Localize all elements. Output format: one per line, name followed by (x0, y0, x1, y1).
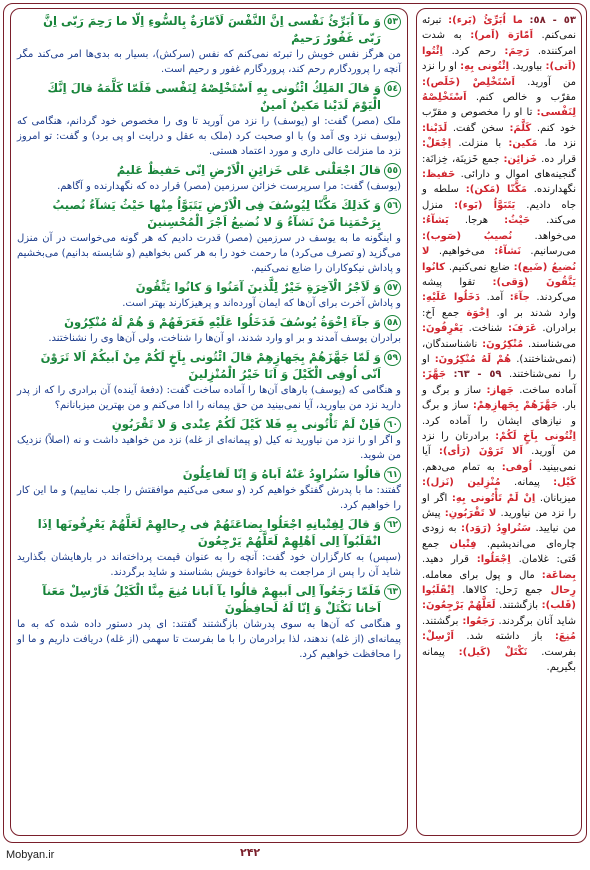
glossary-definition: نزد ما. (544, 138, 577, 150)
arabic-verse (17, 466, 401, 483)
glossary-definition: جمع فَتى: غلامان. (422, 538, 577, 566)
glossary-definition: شاید آنان برگردند. (498, 615, 576, 627)
verse-number: ٥٦ (384, 198, 401, 214)
verse-number: ٥٤ (384, 81, 401, 97)
glossary-definition: رحم کرد. (451, 45, 496, 57)
glossary-word: مَكين: (508, 138, 538, 150)
glossary-word: دَخَلُوا عَلَيْهِ: (422, 292, 481, 304)
glossary-definition: با منزلت. (458, 138, 502, 150)
arabic-text: قالُوا سَنُراوِدُ عَنْهُ اَباهُ وَ اِنّا لَفاعِلُونَ (182, 467, 381, 481)
arabic-verse (17, 197, 401, 231)
glossary-word: ما اُبَرِّئُ (بَرء): (448, 15, 523, 26)
arabic-verse (17, 279, 401, 296)
glossary-definition: جمع اَخ: برادران. (422, 307, 577, 335)
arabic-text: وَ كَذلِكَ مَكَّنّا لِيُوسُفَ فِى الْاَرْضِ يَتَبَوَّاُ مِنْها حَيْثُ يَشآءُ نُصيبُ بِرَحْمَتِنا مَنْ نَشآءُ وَ لا نُضيعُ اَجْرَ الْمُحْسِنينَ (52, 198, 381, 229)
verse-number: ٦٢ (384, 517, 401, 533)
glossary-word: نَكْتَلْ (كَيل): (458, 646, 528, 658)
glossary-definition: ناشناسندگان، (نمی‌شناختند). (422, 338, 576, 365)
glossary-word: اِنْقَلَبُوا (قَلب): (422, 585, 576, 612)
glossary-word: لا تَقْرَبُونِ: (444, 508, 497, 519)
glossary-definition: هرجا. (464, 215, 489, 227)
glossary-definition: قرار دهید. (422, 554, 469, 566)
glossary-word: اِئْتُونى بِاَخٍ لَكُمْ: (495, 430, 576, 442)
glossary-word: اَسْتَخْلِصْهُ لِنَفْسى: (422, 92, 576, 119)
glossary-word: جَهاز: (486, 384, 514, 396)
arabic-text: وَ قالَ المَلِكُ ائْتُونى بِهِ اَسْتَخْلِصْهُ لِنَفْسى فَلَمّا كَلَّمَهُ قالَ اِنَّكَ الْيَوْمَ لَدَيْنا مَكينٌ اَمينٌ (47, 81, 381, 112)
glossary-word: سَنُراوِدُ (رَوَد): (461, 523, 531, 535)
glossary-definition: مال و پول برای معامله. (422, 569, 535, 581)
glossary-definition: سخن گفت. (452, 122, 504, 134)
glossary-word: فِتْيان (449, 538, 477, 550)
glossary-definition: تا او را مخصوص و مقرّب خود کنم. (422, 107, 576, 134)
verse-block (17, 349, 401, 413)
glossary-definition: او را نمی‌شناختند. (422, 353, 576, 381)
glossary-word: رَحِمَ: (504, 45, 530, 57)
glossary-word: رَجَعُوا: (462, 615, 495, 627)
verse-number: ٥٩ (384, 350, 401, 366)
glossary-definition: جمع خَزينَة، خِزانَة: گنجینه‌های اموال و دارائی. (422, 153, 577, 181)
glossary-word: كانُوا يَتَّقُونَ (وَقى): (422, 261, 576, 288)
persian-translation: (سپس) به کارگزاران خود گفت: آنچه را به عنوان قیمت پرداخته‌اند در بارهایشان بگذارید شاید آن را پس از مراجعت به خانوادهٔ خویش بشناسند و شاید برگردند. (17, 552, 401, 578)
glossary-definition: آمد. (486, 292, 504, 304)
glossary-definition: جمع رَحل: کالاها. (462, 585, 543, 597)
verse-block (17, 314, 401, 346)
persian-translation: و اینگونه ما به یوسف در سرزمین (مصر) قدرت دادیم که هر گونه می‌خواست در آن منزل می‌گزید (و تصرف می‌کرد) ما رحمت خود را به هر کس بخواهیم (و شایسته بدانیم) می‌بخشیم و پاداش نیکوکاران را ضایع نمی‌کنیم. (16, 233, 401, 274)
glossary-definition: سلطه و جاه دادیم. (422, 184, 576, 211)
glossary-word: لا نُضيعُ (ضَيع): (422, 246, 576, 273)
verse-number: ٦٣ (384, 584, 401, 600)
verse-number: ٥٧ (384, 280, 401, 296)
verses-column (10, 8, 408, 836)
arabic-verse (17, 416, 401, 433)
glossary-definition: ساز و برگ و بار. (422, 384, 576, 412)
glossary-definition: می‌خواهد. (534, 230, 576, 242)
arabic-verse (17, 13, 401, 47)
glossary-word: عَرَفَ: (507, 323, 537, 335)
glossary-definition: وارد شدند بر او. (496, 307, 576, 319)
verse-range: ٥٣ - ٥٨: (529, 15, 576, 26)
arabic-text: وَ مآ اُبَرِّئُ نَفْسى اِنَّ النَّفْسَ لَاَمّارَةٌ بِالسُّوءِ اِلّا ما رَحِمَ رَبّى اِنَّ رَبّى غَفُورٌ رَحیمٌ (43, 14, 381, 45)
persian-translation: و هنگامی که (یوسف) بارهای آن‌ها را آماده ساخت گفت: (دفعهٔ آینده) آن برادری را که از پدر دارید نزد من بیاورید، آیا نمی‌بینید من حق پیمانه را ادا می‌کنم و من بهترین میزبانانم؟ (17, 385, 401, 411)
arabic-verse (17, 162, 401, 179)
glossary-word: اُوفى: (501, 461, 532, 473)
arabic-verse (17, 80, 401, 114)
glossary-definition: بیاورید. (512, 61, 543, 73)
glossary-word: مُنْكِرُونَ: (482, 338, 524, 350)
glossary-word: كَيْل: (553, 477, 576, 489)
glossary-word: رِحال (550, 585, 577, 597)
persian-translation: ملک (مصر) گفت: او (یوسف) را نزد من آورید تا وی را مخصوص خود گردانم، هنگامی که (یوسف نزد وی آمد و) با او صحبت کرد (ملک به عقل و درایت او پی برد) و گفت: تو امروز نزد ما منزلت عالی داری و مورد اعتماد هستی. (17, 116, 401, 157)
glossary-word: اِخْوَة (466, 307, 490, 319)
glossary-word: يَتَبَوَّاُ (بَوء): (454, 199, 516, 211)
glossary-word: مُنْزِلين (نَزل): (422, 477, 501, 489)
verse-number: ٥٣ (384, 14, 401, 30)
glossary-definition: ساز و برگ و نیازهای ایشان را آماده کرد. (422, 400, 576, 427)
persian-translation: و پاداش آخرت برای آن‌ها که ایمان آورده‌اند و پرهیزکارند بهتر است. (122, 298, 401, 309)
glossary-word: اِئْتُونى بِهِ: (460, 61, 510, 73)
glossary-word: جَهَّزَهُمْ بِجَهازِهِمْ: (472, 400, 558, 412)
glossary-definition: برادرتان را نزد من آورید. (422, 430, 576, 458)
glossary-definition: بازگشتند. (499, 600, 538, 612)
glossary-word: اَلا تَرَوْنَ (رَأى): (438, 446, 523, 458)
glossary-definition: تبرئه نمی‌کنم. (422, 15, 577, 42)
glossary-definition: باز داشته شد. (466, 631, 543, 643)
glossary-word: اِجْعَلْ: (422, 138, 452, 150)
glossary-definition: برگشتند. (422, 615, 459, 627)
glossary-word: اَرْسِلْ: (422, 631, 454, 643)
arabic-text: وَ لَاَجْرُ الْآخِرَةِ خَيْرٌ لِلَّذينَ آمَنُوا وَ كانُوا يَتَّقُونَ (135, 280, 381, 294)
verse-block (17, 13, 401, 77)
glossary-word: كَلَّمَ: (509, 122, 532, 134)
glossary-word: جآءَ: (509, 292, 530, 304)
arabic-verse (17, 314, 401, 331)
verse-block (17, 279, 401, 311)
page-number: ٢۴٢ (240, 846, 261, 859)
arabic-text: وَ جآءَ اِخْوَةُ يُوسُفَ فَدَخَلُوا عَلَيْهِ فَعَرَفَهُمْ وَ هُمْ لَهُ مُنْكِرُونَ (64, 315, 381, 329)
glossary-word: حَفيظ: (422, 169, 456, 181)
glossary-word: مَكَّنّا (مَكن): (465, 184, 527, 196)
glossary-definition: می‌شناسند. (528, 338, 576, 350)
verse-range: ٥٩ - ٦٣: (453, 369, 502, 381)
glossary-word: لَدَيْنا: (422, 122, 448, 134)
glossary-word: هُمْ لَهُ مُنْكِرُونَ: (434, 353, 512, 365)
site-name: Mobyan.ir (6, 849, 55, 861)
glossary-word: اِجْعَلُوا: (476, 554, 511, 566)
glossary-word: حَيْثُ: (504, 215, 531, 227)
glossary-definition: قرار ده. (541, 153, 576, 165)
glossary-definition: بفرست. (541, 646, 576, 658)
glossary-word: يَعْرِفُونَ: (422, 323, 463, 335)
glossary-definition: آماده ساخت. (519, 384, 576, 396)
glossary-definition: او را نزد من آورید. (422, 61, 576, 88)
persian-translation: (یوسف) گفت: مرا سرپرست خزائن سرزمین (مصر) قرار ده که نگهدارنده و آگاهم. (57, 181, 401, 192)
verse-block (17, 583, 401, 662)
glossary-definition: پیش من نیایید. (422, 508, 576, 535)
glossary-word: جَهَّزَ: (422, 369, 447, 381)
verse-block (17, 466, 401, 513)
glossary-word: لَعَلَّهُمْ يَرْجِعُونَ: (422, 600, 496, 612)
glossary-word: اَمّارَة (اَمر): (470, 30, 533, 42)
persian-translation: گفتند: ما با پدرش گفتگو خواهیم کرد (و سعی می‌کنیم موافقتش را جلب نماییم) و ما این کار را خواهیم کرد. (17, 485, 401, 511)
glossary-definition: اگر او را نزد من نیاورید. (422, 492, 576, 519)
verse-block (17, 80, 401, 159)
glossary-word: اَسْتَخْلِصْ (خَلَص): (422, 76, 515, 88)
persian-translation: برادران یوسف آمدند و بر او وارد شدند، او آن‌ها را شناخت، ولی آن‌ها وی را نشناختند. (48, 333, 401, 344)
glossary-word: نُصيبُ (صَوب): (422, 230, 513, 242)
glossary-definition: می‌رسانیم. (530, 246, 577, 258)
persian-translation: من هرگز نفس خویش را تبرئه نمی‌کنم که نفس (سرکش)، بسیار به بدی‌ها امر می‌کند مگر آنچه را پروردگارم رحم کند، پروردگارم غفور و رحیم است. (17, 49, 401, 75)
verse-number: ٦٠ (384, 417, 401, 433)
glossary-word: خَزائِن: (503, 153, 538, 165)
arabic-text: فَلَمّا رَجَعُوآ اِلى اَبيهِمْ قالُوا يآ اَبانا مُنِعَ مِنَّا الْكَيْلُ فَاَرْسِلْ مَعَنآ اَخانا نَكْتَلْ وَ اِنّا لَهُ لَحافِظُونَ (42, 584, 381, 615)
glossary-definition: منزل می‌کند. (422, 199, 577, 227)
verse-block (17, 197, 401, 276)
persian-translation: و هنگامی که آن‌ها به سوی پدرشان بازگشتند گفتند: ای پدر دستور داده شده که به ما پیمانه‌ای (از غله) ندهند، لذا برادرمان را با ما بفرست تا سهمی (از غله) دریافت داریم و ما او را محافظت خواهیم کرد. (17, 619, 401, 660)
verse-number: ٥٥ (384, 163, 401, 179)
verse-block (17, 416, 401, 463)
glossary-definition: به تمام می‌دهم. (422, 461, 495, 473)
glossary-definition: ضایع نمی‌کنیم. (448, 261, 510, 273)
verse-number: ٥٨ (384, 315, 401, 331)
glossary-definition: مقرّب و خالص کنم. (475, 92, 576, 104)
glossary-definition: پیمانه. (513, 477, 540, 489)
arabic-text: قالَ اجْعَلْنى عَلى خَزائِنِ الْاَرْضِ اِنّى حَفيظٌ عَليمٌ (116, 163, 381, 177)
verse-block (17, 162, 401, 194)
glossary-definition: می‌خواهیم. (438, 246, 485, 258)
arabic-text: فَاِنْ لَمْ تَأْتُونى بِهِ فَلا كَيْلَ لَكُمْ عِنْدى وَ لا تَقْرَبُونِ (111, 417, 381, 431)
glossary-definition: میزبانان. (539, 492, 576, 504)
glossary-definition: به زودی چاره‌ای می‌اندیشیم. (422, 523, 577, 550)
glossary-word: اِئْتُوا (اَتی): (422, 45, 576, 73)
arabic-text: وَ قالَ لِفِتْيانِهِ اجْعَلُوا بِضاعَتَهُمْ فى رِحالِهِمْ لَعَلَّهُمْ يَعْرِفُونَها اِذَا انْقَلَبُوآ اِلى اَهْلِهِمْ لَعَلَّهُمْ يَرْجِعُونَ (37, 517, 381, 548)
arabic-text: وَ لَمّا جَهَّزَهُمْ بِجَهازِهِمْ قالَ ائْتُونى بِاَخٍ لَكُمْ مِنْ اَبيكُمْ اَلا تَرَوْنَ اَنّى اُوفِى الْكَيْلَ وَ اَنَا خَيْرُ الْمُنْزِلينَ (40, 350, 381, 381)
verse-block (17, 516, 401, 580)
glossary-definition: آیا نمی‌بینید. (422, 446, 576, 473)
glossary-word: بِضاعَة: (541, 569, 576, 581)
glossary-definition: پیمانه بگیریم. (422, 646, 576, 674)
arabic-verse (17, 349, 401, 383)
glossary-word: مُنِعَ: (554, 631, 576, 643)
persian-translation: و اگر او را نزد من نیاورید نه کیل (و پیمانه‌ای از غله) نزد من خواهید داشت و نه (اصلاً) نزدیک من شوید. (17, 435, 401, 461)
verse-number: ٦١ (384, 467, 401, 483)
glossary-word: نَشآءُ: (494, 246, 522, 258)
glossary-definition: شناخت. (468, 323, 503, 335)
arabic-verse (17, 583, 401, 617)
glossary-definition: به شدت امرکننده. (422, 30, 576, 57)
glossary-definition: تقوا پیشه می‌کردند. (422, 276, 576, 304)
glossary-word: اِنْ لَمْ تَأْتُونى بِهِ: (451, 492, 536, 504)
glossary-definition: نگهدارنده. (533, 184, 576, 196)
arabic-verse (17, 516, 401, 550)
glossary-word: يَشآءُ: (422, 215, 449, 227)
glossary-column (416, 8, 582, 836)
